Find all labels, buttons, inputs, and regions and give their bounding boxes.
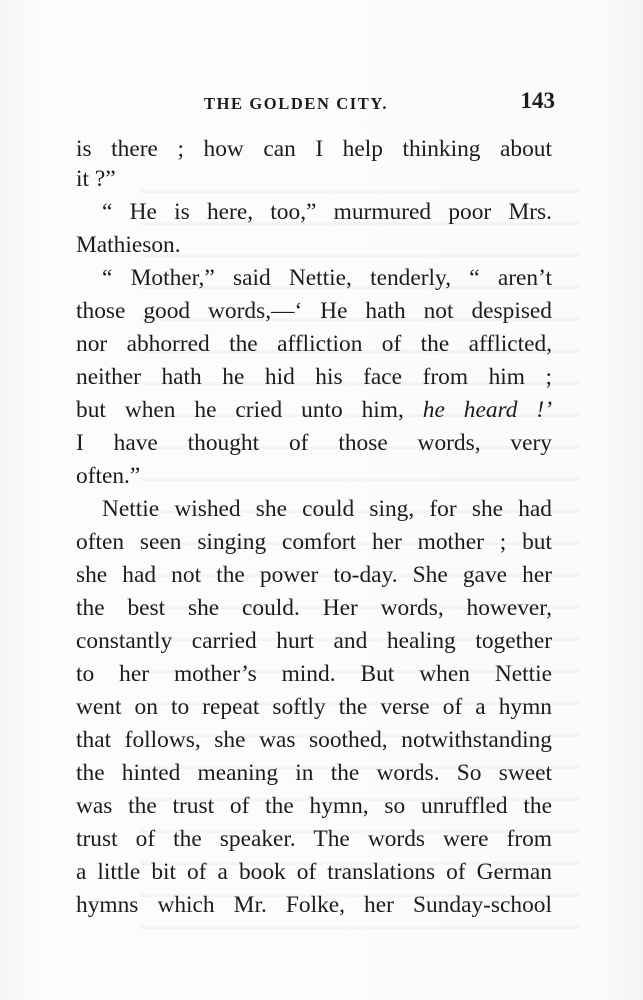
text-line: is there ; how can I help thinking about xyxy=(76,136,552,162)
text-line: “ Mother,” said Nettie, tenderly, “ aren’t xyxy=(102,265,552,291)
text-line: went on to repeat softly the verse of a hymn xyxy=(76,694,552,720)
text-line: it ?” xyxy=(76,166,116,192)
text-line: often.” xyxy=(76,463,141,489)
text-line: she had not the power to-day. She gave her xyxy=(76,562,552,588)
text-line: often seen singing comfort her mother ; but xyxy=(76,529,552,555)
text-line: Mathieson. xyxy=(76,232,181,258)
text-line: trust of the speaker. The words were from xyxy=(76,826,552,852)
text-line: constantly carried hurt and healing together xyxy=(76,628,552,654)
text-line: the hinted meaning in the words. So sweet xyxy=(76,760,552,786)
text-line xyxy=(76,394,552,427)
text-line: to her mother’s mind. But when Nettie xyxy=(76,661,552,687)
text-line: a little bit of a book of translations of German xyxy=(76,859,552,885)
running-title: THE GOLDEN CITY. xyxy=(204,94,389,113)
text-line: that follows, she was soothed, notwithstanding xyxy=(76,727,552,753)
text-line: was the trust of the hymn, so unruffled the xyxy=(76,793,552,819)
text-line: the best she could. Her words, however, xyxy=(76,595,552,621)
text-line-segment: but when he cried unto him, xyxy=(76,397,404,423)
body-text xyxy=(76,133,552,918)
text-line: neither hath he hid his face from him ; xyxy=(76,364,552,390)
text-line: Nettie wished she could sing, for she had xyxy=(102,496,552,522)
text-line: hymns which Mr. Folke, her Sunday-school xyxy=(76,892,552,918)
italic-quote: he heard !’ xyxy=(422,397,552,423)
text-line: nor abhorred the affliction of the afflicted, xyxy=(76,331,552,357)
page-header xyxy=(76,86,555,116)
text-line: I have thought of those words, very xyxy=(76,430,552,456)
page-number: 143 xyxy=(520,88,555,113)
text-line: those good words,—‘ He hath not despised xyxy=(76,298,552,324)
text-line: “ He is here, too,” murmured poor Mrs. xyxy=(102,199,552,225)
